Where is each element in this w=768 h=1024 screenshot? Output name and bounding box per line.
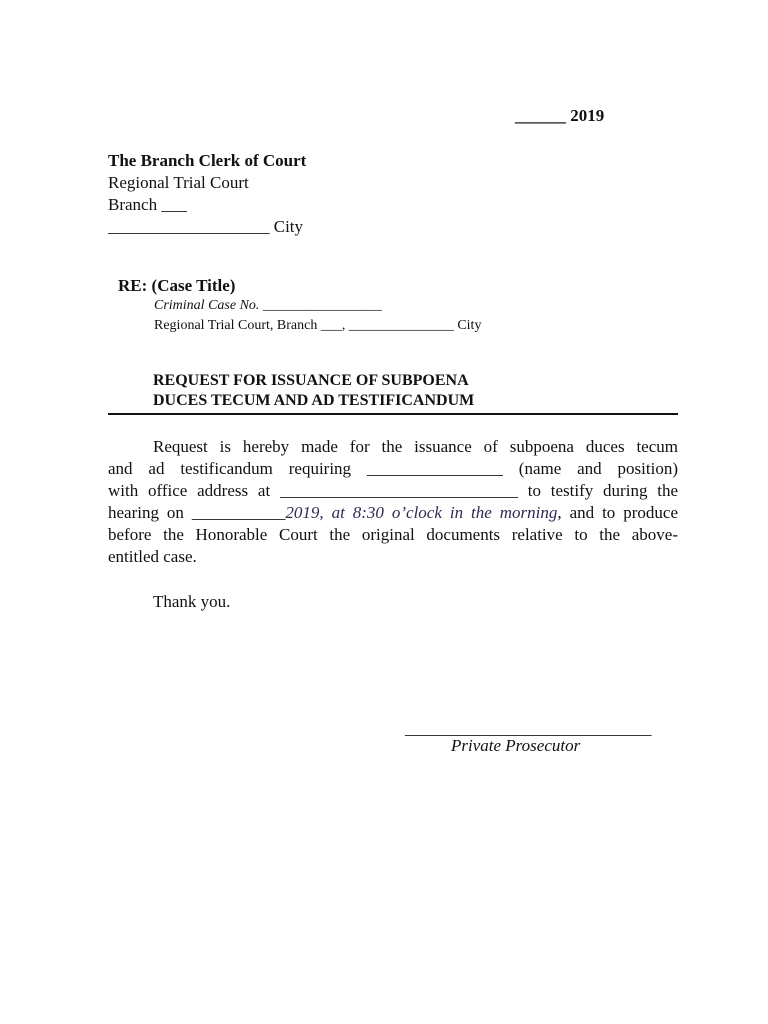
title-line-2: DUCES TECUM AND AD TESTIFICANDUM: [153, 392, 475, 409]
re-case-title: (Case Title): [151, 276, 236, 295]
re-criminal-case: [118, 296, 481, 316]
body-row-4-italic: 2019, at 8:30 o’clock in the morning: [285, 503, 558, 522]
body-row-3: with office address at ____________________________ to testify during the: [108, 481, 678, 500]
body-row-6: entitled case.: [108, 547, 197, 566]
signature-line: _____________________________: [405, 719, 652, 738]
title-underline: [108, 413, 678, 415]
body-row-4-pre: hearing on ___________: [108, 503, 286, 522]
title-line-1: REQUEST FOR ISSUANCE OF SUBPOENA: [153, 372, 469, 389]
closing-text: Thank you.: [153, 592, 231, 611]
body-row-4: [108, 502, 678, 524]
body-row-1: Request is hereby made for the issuance of subpoena duces tecum: [153, 437, 678, 456]
addressee-name: The Branch Clerk of Court: [108, 151, 307, 170]
addressee-court: Regional Trial Court: [108, 173, 249, 192]
addressee-city: ___________________ City: [108, 217, 304, 236]
re-heading: RE: (Case Title): [118, 276, 236, 295]
re-label: RE: [118, 276, 142, 295]
re-criminal-case-blank: _________________: [262, 298, 382, 313]
body-row-2: and ad testificandum requiring ________________ (name and position): [108, 459, 678, 478]
document-title: [153, 371, 474, 411]
addressee-branch: Branch ___: [108, 195, 187, 214]
re-criminal-case-label: Criminal Case No.: [154, 298, 260, 313]
date-line: [515, 106, 604, 126]
body-row-4-post: , and to produce: [557, 503, 679, 522]
re-block: [118, 276, 481, 336]
body-paragraph: [108, 436, 678, 568]
signature-title: Private Prosecutor: [451, 736, 581, 755]
addressee-block: [108, 150, 306, 238]
body-row-5: before the Honorable Court the original documents relative to the above-: [108, 525, 678, 544]
re-court-line: Regional Trial Court, Branch ___, _______________ City: [154, 318, 482, 333]
date-year: 2019: [570, 106, 605, 125]
date-blank: ______: [515, 106, 566, 125]
